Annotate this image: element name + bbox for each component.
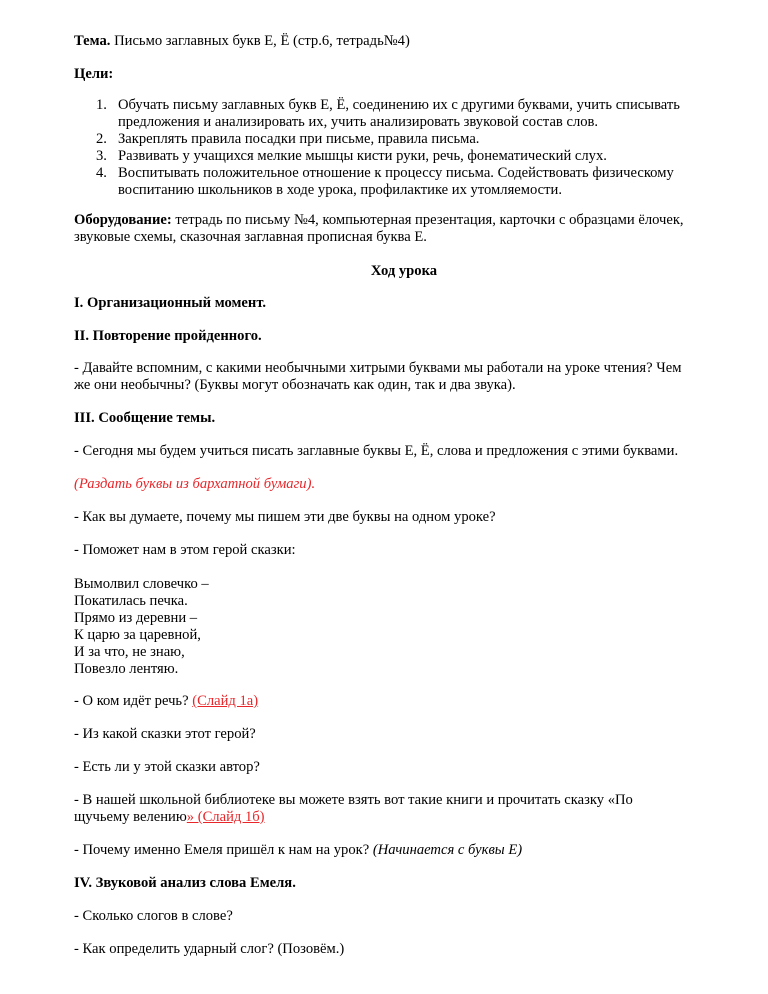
question-line: - Сколько слогов в слове? <box>74 908 233 924</box>
section-heading: IV. Звуковой анализ слова Емеля. <box>74 875 296 891</box>
poem-line: К царю за царевной, <box>74 627 201 643</box>
paragraph-line: - Давайте вспомним, с какими необычными хитрыми буквами мы работали на уроке чтения? Чем <box>74 360 682 376</box>
question-line <box>74 693 258 710</box>
topic-text: Письмо заглавных букв Е, Ё (стр.6, тетрадь№4) <box>110 33 410 49</box>
goal-item-text: Закреплять правила посадки при письме, правила письма. <box>118 131 480 147</box>
question-line: - Как определить ударный слог? (Позовём.) <box>74 941 345 957</box>
poem-line: Вымолвил словечко – <box>74 576 209 592</box>
poem-line: Покатилась печка. <box>74 593 188 609</box>
paragraph-line: - Сегодня мы будем учиться писать заглавные буквы Е, Ё, слова и предложения с этими буквами. <box>74 443 679 459</box>
goal-item-text: Обучать письму заглавных букв Е, Ё, соединению их с другими буквами, учить списывать <box>118 97 680 113</box>
slide-link[interactable]: » (Слайд 1б) <box>186 809 265 825</box>
goal-number: 2. <box>96 131 107 147</box>
answer-text: (Начинается с буквы Е) <box>372 842 523 858</box>
question-text: - О ком идёт речь? <box>74 693 193 709</box>
equipment-text: тетрадь по письму №4, компьютерная презентация, карточки с образцами ёлочек, <box>171 212 684 228</box>
section-heading: I. Организационный момент. <box>74 295 267 311</box>
goal-item-text: воспитанию школьников в ходе урока, профилактике их утомляемости. <box>118 182 562 198</box>
goal-number: 1. <box>96 97 107 113</box>
poem-line: Повезло лентяю. <box>74 661 179 677</box>
poem-line: Прямо из деревни – <box>74 610 198 626</box>
section-heading: II. Повторение пройденного. <box>74 328 262 344</box>
paragraph-line: - Поможет нам в этом герой сказки: <box>74 542 296 558</box>
goals-heading: Цели: <box>74 66 114 82</box>
question-line: - Есть ли у этой сказки автор? <box>74 759 260 775</box>
question-line: - Из какой сказки этот герой? <box>74 726 256 742</box>
slide-link[interactable]: (Слайд 1а) <box>192 693 259 709</box>
goal-item-text: Воспитывать положительное отношение к процессу письма. Содействовать физическому <box>118 165 674 181</box>
goal-number: 3. <box>96 148 107 164</box>
equipment-label: Оборудование: <box>74 212 172 228</box>
equipment-text-cont: звуковые схемы, сказочная заглавная прописная буква Е. <box>74 229 427 245</box>
equipment-line <box>74 212 684 229</box>
paragraph-line: - В нашей школьной библиотеке вы можете взять вот такие книги и прочитать сказку «По <box>74 792 633 808</box>
lesson-title: Ход урока <box>370 263 438 279</box>
teacher-note: (Раздать буквы из бархатной бумаги). <box>74 476 316 492</box>
topic-label: Тема. <box>74 33 111 49</box>
poem-line: И за что, не знаю, <box>74 644 185 660</box>
topic-line <box>74 33 410 50</box>
question-line <box>74 842 522 859</box>
paragraph-line <box>74 809 265 826</box>
question-text: - Почему именно Емеля пришёл к нам на урок? <box>74 842 373 858</box>
goal-item-text: Развивать у учащихся мелкие мышцы кисти руки, речь, фонематический слух. <box>118 148 607 164</box>
paragraph-text: щучьему велению <box>74 809 187 825</box>
goal-number: 4. <box>96 165 107 181</box>
paragraph-line: же они необычны? (Буквы могут обозначать как один, так и два звука). <box>74 377 516 393</box>
paragraph-line: - Как вы думаете, почему мы пишем эти две буквы на одном уроке? <box>74 509 496 525</box>
goal-item-text: предложения и анализировать их, учить анализировать звуковой состав слов. <box>118 114 599 130</box>
section-heading: III. Сообщение темы. <box>74 410 216 426</box>
